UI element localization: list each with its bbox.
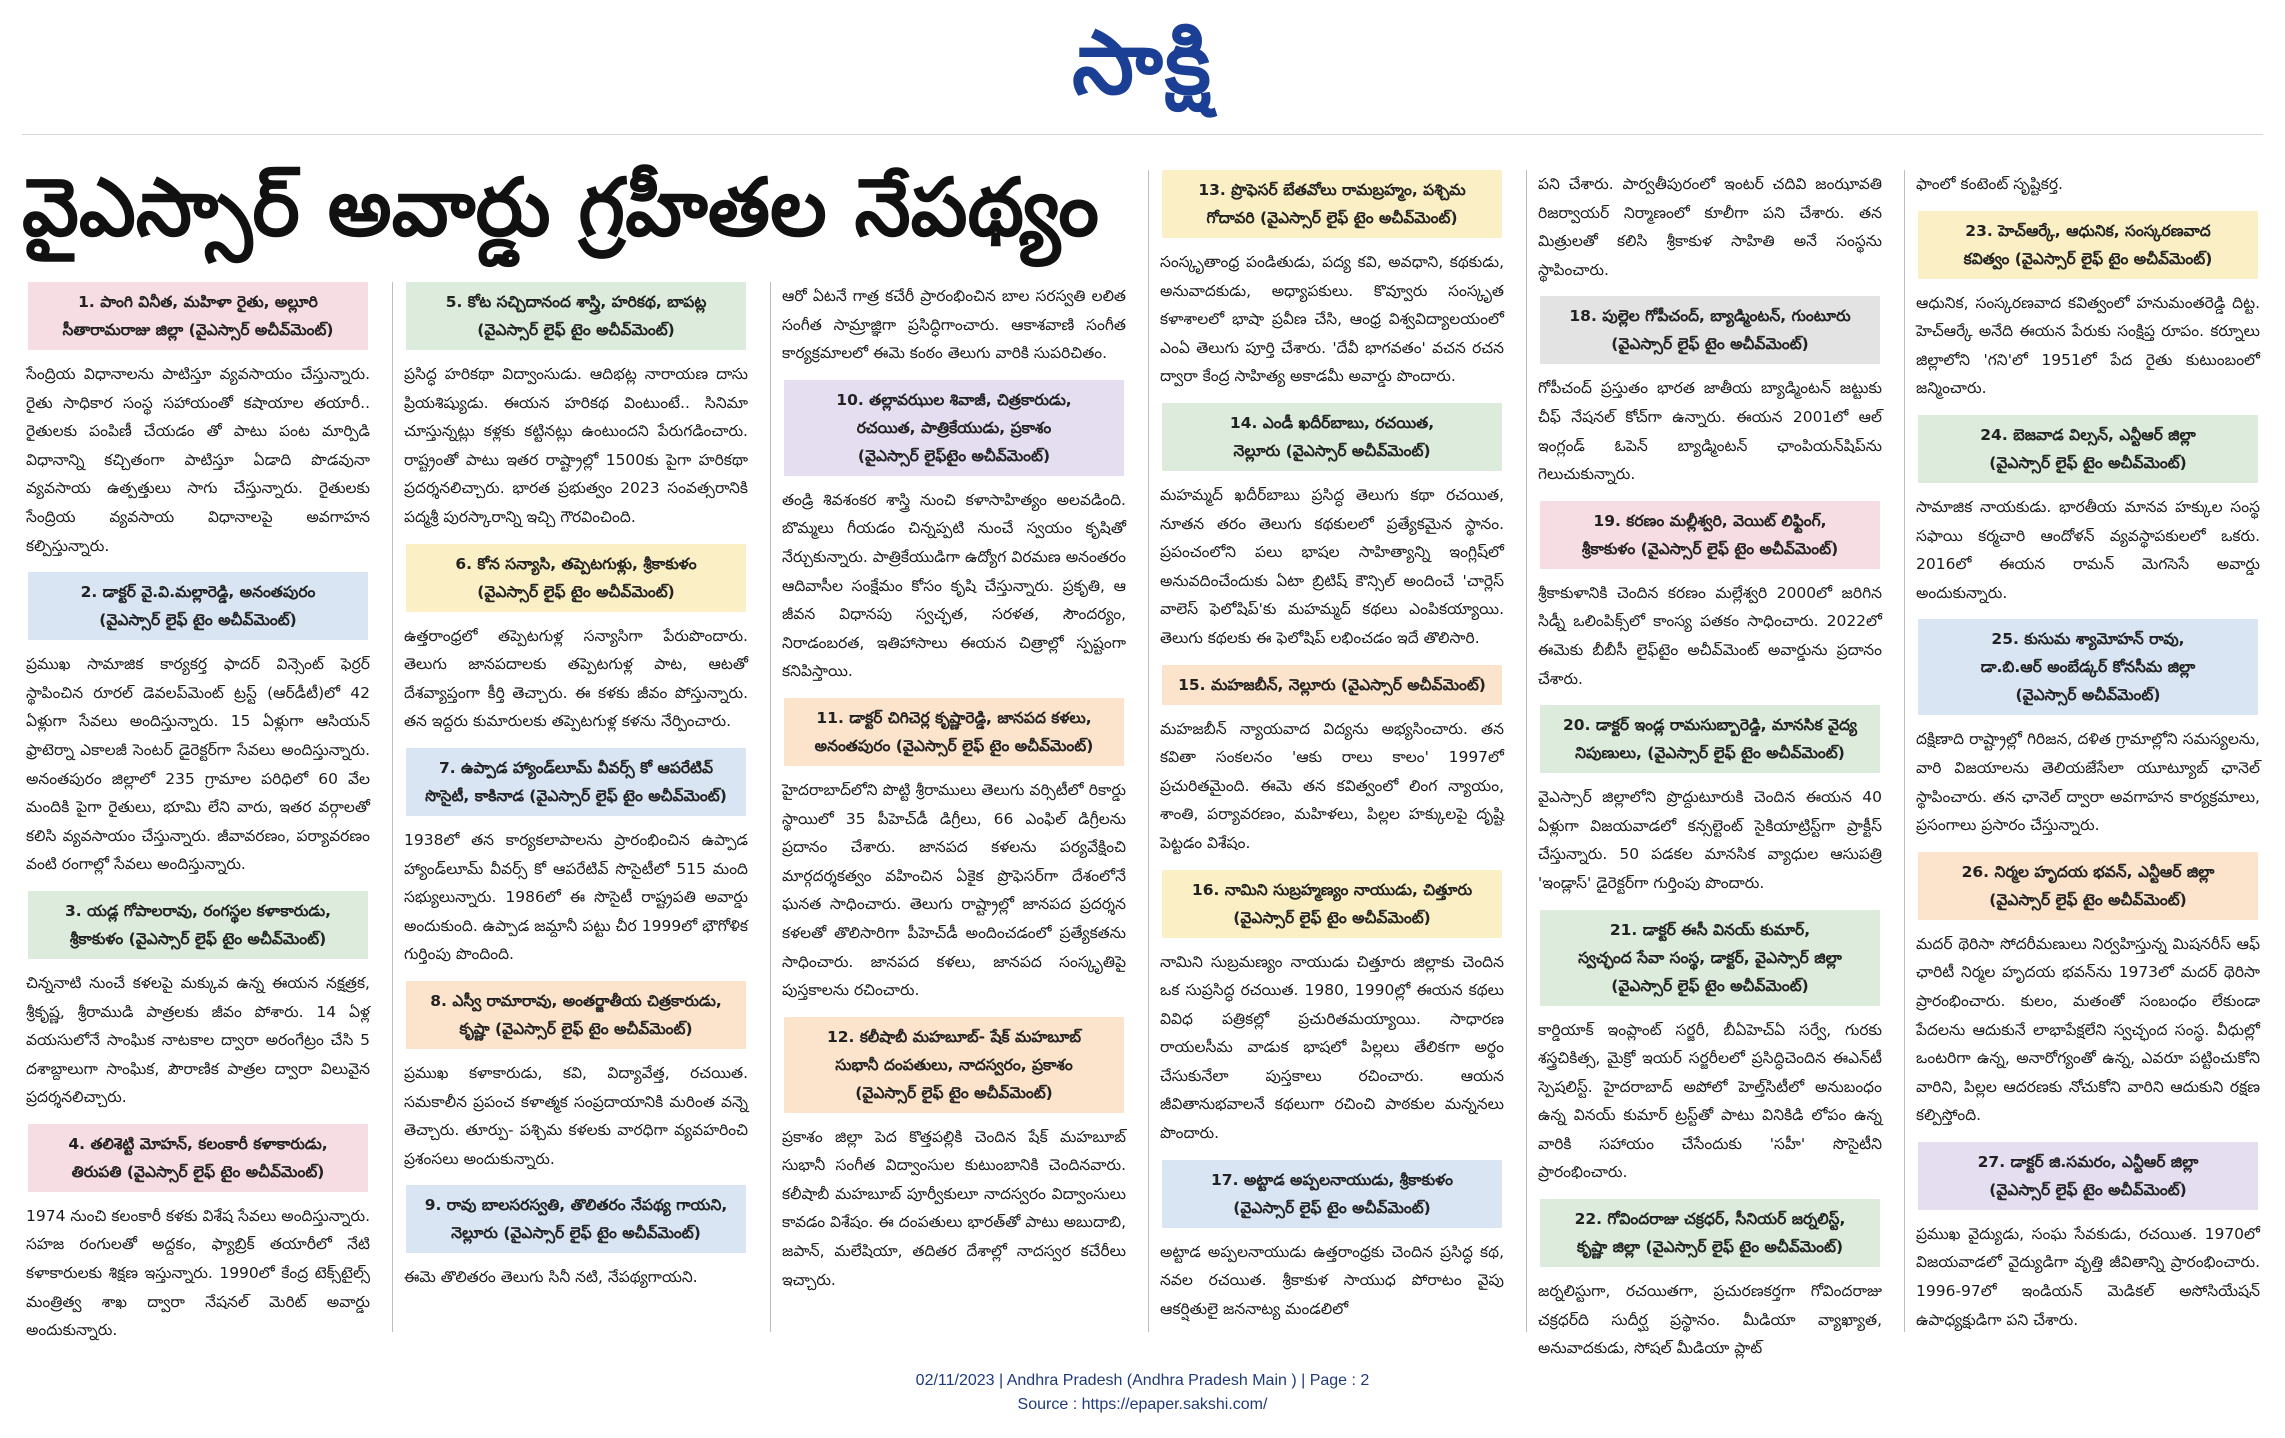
- article-column-3: [778, 282, 1130, 1337]
- article-column-6: [1912, 170, 2264, 1337]
- award-heading-line: 25. కుసుమ శ్యామోహన్‌ రావు,: [1991, 630, 2185, 649]
- award-description: జర్నలిస్టుగా, రచయితగా, ప్రచురణకర్తగా గోవిందరాజు చక్రధర్‌ది సుదీర్ఘ ప్రస్థానం. మీడియా వ్యాఖ్యాత, అనువాదకుడు, సోషల్‌ మీడియా ప్లాట్‌: [1538, 1282, 1882, 1358]
- award-heading-box: [1162, 170, 1502, 238]
- award-heading-line: (వైఎస్సార్‌ లైఫ్‌ టైం అచీవ్‌మెంట్‌): [1989, 890, 2187, 909]
- column-divider: [1904, 170, 1905, 1332]
- award-heading-box: [406, 981, 746, 1049]
- award-description: మహజబీన్‌ న్యాయవాద విద్యను అభ్యసించారు. తన కవితా సంకలనం 'ఆకు రాలు కాలం' 1997లో ప్రచురితమైంది. ఈమె తన కవిత్వంలో లింగ న్యాయం, శాంతి, పర్యావరణం, మహిళలు, పిల్లల హక్కులపై దృష్టి పెట్టడం విశేషం.: [1160, 719, 1504, 852]
- award-description: మహమ్మద్‌ ఖదీర్‌బాబు ప్రసిద్ధ తెలుగు కథా రచయిత, నూతన తరం తెలుగు కథకులలో ప్రత్యేకమైన స్థానం. ప్రపంచంలోని పలు భాషల సాహిత్యాన్ని ఇంగ్లిష్‌లో అనువదించేందుకు ఏటా బ్రిటిష్‌ కౌన్సిల్‌ అందించే 'చార్లెస్‌ వాలెస్‌ ఫెలోషిప్‌'కు మహమ్మద్‌ కథలు ఎంపికయ్యాయి. తెలుగు కథలకు ఈ ఫెలోషిప్‌ లభించడం ఇదే తొలిసారి.: [1160, 485, 1504, 647]
- award-description: తండ్రి శివశంకర శాస్త్రి నుంచి కళాసాహిత్యం అలవడింది. బొమ్మలు గీయడం చిన్నప్పటి నుంచే స్వయం కృషితో నేర్చుకున్నారు. పాత్రికేయుడిగా ఉద్యోగ విరమణ అనంతరం ఆదివాసీల సంక్షేమం కోసం కృషి చేస్తున్నారు. ప్రకృతి, ఆ జీవన విధానపు స్వచ్ఛత, సరళత, సౌందర్యం, నిరాడంబరత, ఇతిహాసాలు ఈయన చిత్రాల్లో స్పష్టంగా కనిపిస్తాయి.: [782, 490, 1126, 681]
- award-heading-line: 7. ఉప్పాడ హ్యాండ్‌లూమ్‌ వీవర్స్‌ కో ఆపరేటివ్‌: [438, 758, 714, 777]
- award-description: 1974 నుంచి కలంకారీ కళకు విశేష సేవలు అందిస్తున్నారు. సహజ రంగులతో అద్దకం, ఫ్యాబ్రిక్‌ తయారీలో నేటి కళాకారులకు శిక్షణ ఇస్తున్నారు. 1990లో కేంద్ర టెక్స్‌టైల్స్‌ మంత్రిత్వ శాఖ ద్వారా నేషనల్‌ మెరిట్‌ అవార్డు అందుకున్నారు.: [26, 1206, 370, 1340]
- award-heading-line: రచయిత, పాత్రికేయుడు, ప్రకాశం: [856, 418, 1052, 437]
- award-description: దక్షిణాది రాష్ట్రాల్లో గిరిజన, దళిత గ్రామాల్లోని సమస్యలను, వారి విజయాలను తెలియజేసేలా యూట్యూబ్‌ ఛానెల్‌ స్థాపించారు. తన ఛానెల్‌ ద్వారా అవగాహన కార్యక్రమాలు, ప్రసంగాలు ప్రసారం చేస్తున్నారు.: [1916, 730, 2260, 835]
- award-heading-line: కృష్ణా (వైఎస్సార్‌ లైఫ్‌ టైం అచీవ్‌మెంట్‌): [459, 1019, 693, 1038]
- award-description: ఈమె తొలితరం తెలుగు సినీ నటి, నేపథ్యగాయని.: [404, 1268, 698, 1287]
- award-heading-box: [1918, 619, 2258, 715]
- award-heading-line: కృష్ణా జిల్లా (వైఎస్సార్‌ లైఫ్‌ టైం అచీవ్‌మెంట్‌): [1576, 1238, 1844, 1257]
- award-heading-box: [1918, 1142, 2258, 1210]
- column-divider: [392, 282, 393, 1332]
- award-heading-line: 9. రావు బాలసరస్వతి, తొలితరం నేపథ్య గాయని,: [424, 1196, 728, 1215]
- award-heading-box: [406, 748, 746, 816]
- award-description: ఫాంలో కంటెంట్‌ సృష్టికర్త.: [1916, 175, 2063, 193]
- award-heading-line: 26. నిర్మల హృదయ భవన్‌, ఎన్టీఆర్‌ జిల్లా: [1961, 862, 2215, 881]
- award-heading-line: (వైఎస్సార్‌ అచీవ్‌మెంట్‌): [2015, 686, 2161, 705]
- award-description: ఉత్తరాంధ్రలో తప్పెటగుళ్ల సన్యాసిగా పేరుపొందారు. తెలుగు జానపదాలకు తప్పెటగుళ్ల పాట, ఆటతో దేశవ్యాప్తంగా కీర్తి తెచ్చారు. ఈ కళకు జీవం పోస్తున్నారు. తన ఇద్దరు కుమారులకు తప్పెటగుళ్ల కళను నేర్పించారు.: [404, 626, 748, 731]
- award-heading-line: స్వచ్ఛంద సేవా సంస్థ, డాక్టర్‌, వైఎస్సార్‌ జిల్లా: [1578, 948, 1842, 967]
- award-heading-line: (వైఎస్సార్‌ లైఫ్‌ టైం అచీవ్‌మెంట్‌): [1611, 976, 1809, 995]
- award-heading-line: (వైఎస్సార్‌ లైఫ్‌ టైం అచీవ్‌మెంట్‌): [1989, 453, 2187, 472]
- award-heading-line: 4. తలిశెట్టి మోహన్‌, కలంకారీ కళాకారుడు,: [68, 1134, 328, 1153]
- award-heading-line: నెల్లూరు (వైఎస్సార్‌ అచీవ్‌మెంట్‌): [1233, 441, 1431, 460]
- award-heading-line: 22. గోవిందరాజు చక్రధర్‌, సీనియర్‌ జర్నలిస్ట్‌,: [1574, 1210, 1846, 1229]
- award-description: 1938లో తన కార్యకలాపాలను ప్రారంభించిన ఉప్పాడ హ్యాండ్‌లూమ్‌ వీవర్స్‌ కో ఆపరేటివ్‌ సొసైటీలో 515 మంది సభ్యులున్నారు. 1986లో ఈ సొసైటీ రాష్ట్రపతి అవార్డు అందుకుంది. ఉప్పాడ జమ్దానీ పట్టు చీర 1999లో భౌగోళిక గుర్తింపు పొందింది.: [404, 830, 748, 964]
- masthead-divider: [22, 134, 2263, 135]
- award-heading-box: [1540, 910, 1880, 1006]
- award-heading-line: డా.బి.ఆర్‌ అంబేడ్కర్‌ కోనసీమ జిల్లా: [1980, 658, 2196, 677]
- award-heading-line: 24. బెజవాడ విల్సన్‌, ఎన్టీఆర్‌ జిల్లా: [1980, 425, 2196, 444]
- award-heading-box: [406, 282, 746, 350]
- award-heading-line: 1. పాంగి వినీత, మహిళా రైతు, అల్లూరి: [78, 293, 318, 311]
- award-heading-line: శ్రీకాకుళం (వైఎస్సార్‌ లైఫ్‌ టైం అచీవ్‌మెంట్‌): [69, 929, 327, 948]
- award-heading-line: (వైఎస్సార్‌ లైఫ్‌ టైం అచీవ్‌మెంట్‌): [855, 1083, 1053, 1102]
- award-heading-line: 5. కోట సచ్చిదానంద శాస్త్రి, హరికథ, బాపట్ల: [445, 293, 707, 311]
- award-heading-line: 6. కోన సన్యాసి, తప్పెటగుళ్లు, శ్రీకాకుళం: [455, 554, 697, 573]
- article-column-2: [400, 282, 752, 1337]
- award-heading-line: 10. తల్లావఝుల శివాజీ, చిత్రకారుడు,: [836, 390, 1072, 409]
- award-heading-line: (వైఎస్సార్‌ లైఫ్‌టైం అచీవ్‌మెంట్‌): [857, 446, 1051, 465]
- award-heading-box: [1540, 296, 1880, 364]
- award-description: ప్రముఖ కళాకారుడు, కవి, విద్యావేత్త, రచయిత. సమకాలీన ప్రపంచ కళాత్మక సంప్రదాయానికి మరింత వన్నె తెచ్చారు. తూర్పు- పశ్చిమ కళలకు వారధిగా వ్యవహరించి ప్రశంసలు అందుకున్నారు.: [404, 1063, 748, 1168]
- award-description: సంస్కృతాంధ్ర పండితుడు, పద్య కవి, అవధాని, కథకుడు, అనువాదకుడు, అధ్యాపకులు. కొవ్వూరు సంస్కృత కళాశాలలో భాషా ప్రవీణ చేసి, ఆంధ్ర విశ్వవిద్యాలయంలో ఎంఏ తెలుగు పూర్తి చేశారు. 'దేవీ భాగవతం' వచన రచన ద్వారా కేంద్ర సాహిత్య అకాడమీ అవార్డు పొందారు.: [1160, 253, 1504, 386]
- newspaper-logo: సాక్షి: [1072, 11, 1213, 114]
- award-heading-line: 11. డాక్టర్‌ చిగిచెర్ల కృష్ణారెడ్డి, జానపద కళలు,: [816, 708, 1092, 727]
- award-description: వైఎస్సార్‌ జిల్లాలోని ప్రొద్దుటూరుకి చెందిన ఈయన 40 ఏళ్లుగా విజయవాడలో కన్సల్టెంట్‌ సైకియాట్రిస్ట్‌గా ప్రాక్టీస్‌ చేస్తున్నారు. 50 పడకల మానసిక వ్యాధుల ఆసుపత్రి 'ఇండ్లాస్‌' డైరెక్టర్‌గా గుర్తింపు పొందారు.: [1538, 788, 1882, 892]
- award-heading-box: [784, 1017, 1124, 1113]
- award-heading-line: 20. డాక్టర్‌ ఇండ్ల రామసుబ్బారెడ్డి, మానసిక వైద్య: [1563, 716, 1857, 735]
- award-heading-line: గోదావరి (వైఎస్సార్‌ లైఫ్‌ టైం అచీవ్‌మెంట్‌): [1206, 209, 1458, 227]
- award-description: అట్టాడ అప్పలనాయుడు ఉత్తరాంధ్రకు చెందిన ప్రసిద్ధ కథ, నవల రచయిత. శ్రీకాకుళ సాయుధ పోరాటం వైపు ఆకర్షితులై జననాట్య మండలిలో: [1160, 1242, 1504, 1318]
- award-heading-line: (వైఎస్సార్‌ లైఫ్‌ టైం అచీవ్‌మెంట్‌): [1611, 335, 1809, 354]
- column-divider: [770, 282, 771, 1332]
- award-heading-line: సొసైటీ, కాకినాడ (వైఎస్సార్‌ లైఫ్‌ టైం అచీవ్‌మెంట్‌): [425, 786, 727, 805]
- award-heading-line: 18. పుల్లెల గోపీచంద్‌, బ్యాడ్మింటన్‌, గుంటూరు: [1569, 307, 1851, 326]
- award-heading-line: సుభానీ దంపతులు, నాదస్వరం, ప్రకాశం: [835, 1055, 1073, 1074]
- award-heading-box: [28, 891, 368, 959]
- award-heading-line: (వైఎస్సార్‌ లైఫ్‌ టైం అచీవ్‌మెంట్‌): [477, 321, 675, 339]
- award-heading-line: 27. డాక్టర్‌ జి.సమరం, ఎన్టీఆర్‌ జిల్లా: [1977, 1152, 2199, 1171]
- award-heading-box: [1540, 1199, 1880, 1267]
- award-description: గోపీచంద్‌ ప్రస్తుతం భారత జాతీయ బ్యాడ్మింటన్‌ జట్టుకు చీఫ్‌ నేషనల్‌ కోచ్‌గా ఉన్నారు. ఈయన 2001లో ఆల్‌ ఇంగ్లండ్‌ ఓపెన్‌ బ్యాడ్మింటన్‌ ఛాంపియన్‌షిప్‌ను గెలుచుకున్నారు.: [1538, 379, 1882, 484]
- footer-edition-info: 02/11/2023 | Andhra Pradesh (Andhra Pradesh Main ) | Page : 2: [915, 1372, 1370, 1389]
- award-heading-box: [28, 282, 368, 350]
- award-heading-line: (వైఎస్సార్‌ లైఫ్‌ టైం అచీవ్‌మెంట్‌): [477, 582, 675, 601]
- award-heading-line: 16. నామిని సుబ్రహ్మణ్యం నాయుడు, చిత్తూరు: [1191, 880, 1473, 899]
- article-column-1: [22, 282, 374, 1340]
- award-heading-line: 3. యడ్ల గోపాలరావు, రంగస్థల కళాకారుడు,: [64, 901, 332, 920]
- award-description: ఆధునిక, సంస్కరణవాద కవిత్వంలో హనుమంతరెడ్డి దిట్ట. హెచ్‌ఆర్కే అనేది ఈయన పేరుకు సంక్షిప్త రూపం. కర్నూలు జిల్లాలోని 'గని'లో 1951లో పేద రైతు కుటుంబంలో జన్మించారు.: [1916, 293, 2260, 398]
- award-heading-box: [406, 1185, 746, 1253]
- award-heading-line: 19. కరణం మల్లీశ్వరి, వెయిట్‌ లిఫ్టింగ్‌,: [1593, 511, 1827, 530]
- award-heading-line: 14. ఎండీ ఖదీర్‌బాబు, రచయిత,: [1229, 413, 1435, 432]
- award-description: పని చేశారు. పార్వతీపురంలో ఇంటర్‌ చదివి జంఝావతి రిజర్వాయర్‌ నిర్మాణంలో కూలీగా పని చేశారు. తన మిత్రులతో కలిసి శ్రీకాకుళ సాహితి అనే సంస్థను స్థాపించారు.: [1538, 175, 1882, 279]
- award-heading-line: 15. మహజబీన్‌, నెల్లూరు (వైఎస్సార్‌ అచీవ్‌మెంట్‌): [1178, 675, 1486, 694]
- award-heading-line: నిపుణులు, (వైఎస్సార్‌ లైఫ్‌ టైం అచీవ్‌మెంట్‌): [1575, 744, 1845, 763]
- award-heading-box: [1162, 403, 1502, 471]
- award-heading-line: (వైఎస్సార్‌ లైఫ్‌ టైం అచీవ్‌మెంట్‌): [1989, 1180, 2187, 1199]
- award-heading-line: 8. ఎస్వీ రామారావు, అంతర్జాతీయ చిత్రకారుడు,: [430, 991, 722, 1010]
- award-description: సేంద్రియ విధానాలను పాటిస్తూ వ్యవసాయం చేస్తున్నారు. రైతు సాధికార సంస్థ సహాయంతో కషాయాల తయారీ.. రైతులకు పంపిణీ చేయడం తో పాటు పంట మార్పిడి విధానాన్ని కచ్చితంగా పాటిస్తూ ఏడాది పొడవునా వ్యవసాయ ఉత్పత్తులు సాగు చేస్తున్నారు. రైతులకు సేంద్రియ వ్యవసాయ విధానాలపై అవగాహన కల్పిస్తున్నారు.: [26, 365, 370, 555]
- award-heading-line: 2. డాక్టర్‌ వై.వి.మల్లారెడ్డి, అనంతపురం: [80, 583, 316, 602]
- award-description: మదర్‌ థెరిసా సోదరీమణులు నిర్వహిస్తున్న మిషనరీస్‌ ఆఫ్‌ ఛారిటీ నిర్మల హృదయ భవన్‌ను 1973లో మదర్‌ థెరిసా ప్రారంభించారు. కులం, మతంతో సంబంధం లేకుండా పేదలను ఆదుకునే లాభాపేక్షలేని స్వచ్ఛంద సంస్థ. వీధుల్లో ఒంటరిగా ఉన్న, అనారోగ్యంతో ఉన్న, ఎవరూ పట్టించుకోని వారిని, పిల్లల ఆదరణకు నోచుకోని వారిని ఆదుకుని రక్షణ కల్పిస్తోంది.: [1916, 934, 2260, 1125]
- award-heading-line: (వైఎస్సార్‌ లైఫ్‌ టైం అచీవ్‌మెంట్‌): [1233, 908, 1431, 927]
- footer-source-link[interactable]: Source : https://epaper.sakshi.com/: [1017, 1396, 1268, 1413]
- masthead: [0, 8, 2285, 118]
- column-divider: [1148, 170, 1149, 1332]
- award-heading-box: [1540, 705, 1880, 773]
- award-heading-line: 21. డాక్టర్‌ ఈసీ వినయ్‌ కుమార్‌,: [1609, 920, 1811, 939]
- article-column-5: [1534, 170, 1886, 1358]
- award-heading-line: కవిత్వం (వైఎస్సార్‌ లైఫ్‌ టైం అచీవ్‌మెంట్‌): [1963, 249, 2213, 268]
- award-description: కార్డియాక్‌ ఇంప్లాంట్‌ సర్జరీ, బీఏహెచ్‌ఏ సర్వే, గురకు శస్త్రచికిత్స, మైక్రో ఇయర్‌ సర్జరీలలో ప్రసిద్ధిచెందిన ఈఎన్‌టీ స్పెషలిస్ట్‌. హైదరాబాద్‌ అపోలో హెల్త్‌సిటీలో అనుబంధం ఉన్న వినయ్‌ కుమార్‌ ట్రస్ట్‌తో పాటు వినికిడి లోపం ఉన్న వారికి సహాయం చేసేందుకు 'సహీ' సొసైటీని ప్రారంభించారు.: [1538, 1020, 1882, 1182]
- award-description: శ్రీకాకుళానికి చెందిన కరణం మల్లేశ్వరి 2000లో జరిగిన సిడ్నీ ఒలింపిక్స్‌లో కాంస్య పతకం సాధించారు. 2022లో ఈమెకు బీబీసీ లైఫ్‌టైం అచీవ్‌మెంట్‌ అవార్డును ప్రదానం చేశారు.: [1538, 583, 1882, 688]
- award-heading-box: [1918, 415, 2258, 483]
- award-description: ప్రముఖ వైద్యుడు, సంఘ సేవకుడు, రచయిత. 1970లో విజయవాడలో వైద్యుడిగా వృత్తి జీవితాన్ని ప్రారంభించారు. 1996-97లో ఇండియన్‌ మెడికల్‌ అసోసియేషన్‌ ఉపాధ్యక్షుడిగా పని చేశారు.: [1916, 1224, 2260, 1329]
- award-heading-line: సీతారామరాజు జిల్లా (వైఎస్సార్‌ అచీవ్‌మెంట్‌): [62, 321, 334, 339]
- award-description: సామాజిక నాయకుడు. భారతీయ మానవ హక్కుల సంస్థ సఫాయి కర్మచారి ఆందోళన్‌ వ్యవస్థాపకులలో ఒకరు. 2016లో ఈయన రామన్‌ మెగసెసే అవార్డు అందుకున్నారు.: [1916, 497, 2260, 602]
- award-heading-line: 12. కలీషాబీ మహబూబ్‌- షేక్‌ మహబూబ్‌: [826, 1027, 1082, 1046]
- award-heading-line: (వైఎస్సార్‌ లైఫ్‌ టైం అచీవ్‌మెంట్‌): [99, 611, 297, 630]
- award-heading-line: 17. అట్టాడ అప్పలనాయుడు, శ్రీకాకుళం: [1211, 1170, 1453, 1189]
- award-heading-box: [1918, 852, 2258, 920]
- award-description: ప్రకాశం జిల్లా పెద కొత్తపల్లికి చెందిన షేక్‌ మహబూబ్‌ సుభానీ సంగీత విద్వాంసుల కుటుంబానికి చెందినవారు. కలీషాబీ మహబూబ్‌ పూర్వీకులూ నాదస్వరం విద్వాంసులు కావడం విశేషం. ఈ దంపతులు భారత్‌తో పాటు అబుదాబి, జపాన్‌, మలేషియా, తదితర దేశాల్లో నాదస్వర కచేరీలు ఇచ్చారు.: [782, 1127, 1126, 1289]
- award-heading-line: (వైఎస్సార్‌ లైఫ్‌ టైం అచీవ్‌మెంట్‌): [1233, 1198, 1431, 1217]
- page-headline: వైఎస్సార్‌ అవార్డు గ్రహీతల నేపథ్యం: [22, 161, 1099, 254]
- award-description: ఆరో ఏటనే గాత్ర కచేరీ ప్రారంభించిన బాల సరస్వతి లలిత సంగీత సామ్రాజ్ఞిగా ప్రసిద్ధిగాంచారు. ఆకాశవాణి సంగీత కార్యక్రమాలలో ఈమె కంఠం తెలుగు వారికి సుపరిచితం.: [782, 287, 1126, 363]
- award-heading-box: [1540, 501, 1880, 569]
- award-heading-box: [28, 1124, 368, 1192]
- award-heading-line: నెల్లూరు (వైఎస్సార్‌ లైఫ్‌ టైం అచీవ్‌మెంట్‌): [451, 1224, 701, 1243]
- award-heading-box: [406, 544, 746, 612]
- article-column-4: [1156, 170, 1508, 1337]
- award-heading-box: [1918, 211, 2258, 279]
- award-heading-line: అనంతపురం (వైఎస్సార్‌ లైఫ్‌ టైం అచీవ్‌మెంట్‌): [814, 736, 1094, 755]
- award-heading-box: [1162, 665, 1502, 705]
- award-description: హైదరాబాద్‌లోని పొట్టి శ్రీరాములు తెలుగు వర్సిటీలో రికార్డు స్థాయిలో 35 పీహెచ్‌డీ డిగ్రీలు, 66 ఎంఫిల్‌ డిగ్రీలను ప్రదానం చేశారు. జానపద కళలను పర్యవేక్షించి మార్గదర్శకత్వం వహించిన ఏకైక ప్రొఫెసర్‌గా దేశంలోనే ఘనత సాధించారు. తెలుగు రాష్ట్రాల్లో జానపద ప్రదర్శన కళలతో తొలిసారిగా పీహెచ్‌డీ అందించడంలో ప్రత్యేకతను సాధించారు. జానపద కళలు, జానపద సంస్కృతిపై పుస్తకాలను రచించారు.: [782, 780, 1126, 1000]
- award-heading-line: 23. హెచ్‌ఆర్కే, ఆధునిక, సంస్కరణవాద: [1965, 221, 2211, 240]
- column-divider: [1526, 170, 1527, 1332]
- award-heading-box: [28, 572, 368, 640]
- award-description: ప్రముఖ సామాజిక కార్యకర్త ఫాదర్‌ విన్సెంట్‌ ఫెర్రర్‌ స్థాపించిన రూరల్‌ డెవలప్‌మెంట్‌ ట్రస్ట్‌ (ఆర్‌డీటీ)లో 42 ఏళ్లుగా సేవలు అందిస్తున్నారు. 15 ఏళ్లుగా ఆసియన్‌ ఫ్రాటెర్నా ఎకాలజీ సెంటర్‌ డైరెక్టర్‌గా సేవలు అందిస్తున్నారు. అనంతపురం జిల్లాలో 235 గ్రామాల పరిధిలో 60 వేల మందికి పైగా రైతులు, భూమి లేని వారు, ఇతర వర్గాలతో కలిసి వ్యవసాయం చేస్తున్నారు. జీవావరణం, పర్యావరణం వంటి రంగాల్లో సేవలు అందిస్తున్నారు.: [26, 655, 370, 874]
- award-heading-box: [784, 698, 1124, 766]
- award-heading-line: శ్రీకాకుళం (వైఎస్సార్‌ లైఫ్‌ టైం అచీవ్‌మెంట్‌): [1581, 539, 1839, 558]
- award-heading-box: [1162, 870, 1502, 938]
- award-description: చిన్ననాటి నుంచే కళలపై మక్కువ ఉన్న ఈయన నక్షత్రక, శ్రీకృష్ణ, శ్రీరాముడి పాత్రలకు జీవం పోశారు. 14 ఏళ్ల వయసులోనే సాంఘిక నాటకాల ద్వారా అరంగేట్రం చేసి 5 దశాబ్దాలుగా సాంఘిక, పౌరాణిక పాత్రల ద్వారా విలువైన ప్రదర్శనలిచ్చారు.: [26, 973, 370, 1107]
- award-heading-box: [1162, 1160, 1502, 1228]
- award-heading-line: తిరుపతి (వైఎస్సార్‌ లైఫ్‌ టైం అచీవ్‌మెంట్‌): [71, 1162, 325, 1181]
- award-heading-line: 13. ప్రొఫెసర్‌ బేతవోలు రామబ్రహ్మం, పశ్చిమ: [1198, 181, 1466, 199]
- award-heading-box: [784, 380, 1124, 476]
- award-description: ప్రసిద్ధ హరికథా విద్వాంసుడు. ఆదిభట్ల నారాయణ దాసు ప్రియశిష్యుడు. ఈయన హరికథ వింటుంటే.. సినిమా చూస్తున్నట్లు కళ్లకు కట్టినట్లు ఉంటుందని పేరుగడించారు. రాష్ట్రంతో పాటు ఇతర రాష్ట్రాల్లో 1500కు పైగా హరికథా ప్రదర్శనలిచ్చారు. భారత ప్రభుత్వం 2023 సంవత్సరానికి పద్మశ్రీ పురస్కారాన్ని ఇచ్చి గౌరవించింది.: [404, 365, 748, 526]
- award-description: నామిని సుబ్రమణ్యం నాయుడు చిత్తూరు జిల్లాకు చెందిన ఒక సుప్రసిద్ధ రచయిత. 1980, 1990ల్లో ఈయన కథలు వివిధ పత్రికల్లో ప్రచురితమయ్యాయి. సాధారణ రాయలసీమ వాడుక భాషలో పిల్లలు తేలికగా అర్థం చేసుకునేలా పుస్తకాలు రచించారు. ఆయన జీవితానుభవాలనే కథలుగా రచించి పాఠకుల మన్ననలు పొందారు.: [1160, 952, 1504, 1143]
